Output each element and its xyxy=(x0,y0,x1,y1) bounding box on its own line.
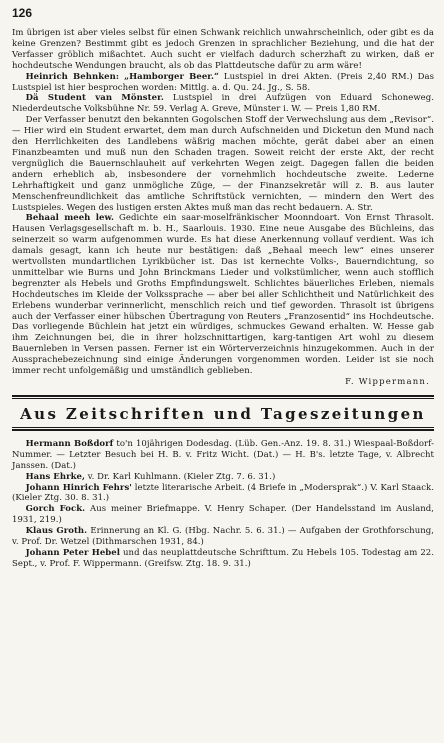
review-title: Behaal meeh lew. xyxy=(25,213,114,224)
review-title: Dä Student van Mönster. xyxy=(25,93,164,104)
review-title: Heinrich Behnken: „Hamborger Beer.“ xyxy=(25,71,219,82)
entry-body: Aus meiner Briefmappe. V. Henry Schaper. (Der Handelsstand im Ausland, 1931, 219.) xyxy=(12,504,434,526)
review-body: Lustspiel in drei Akten. (Preis 2,40 RM.) Das Lustspiel ist hier besprochen worden: Mittlg. a. d. Qu. 24. Jg., S. 58. xyxy=(12,71,434,93)
review-body: Gedichte ein saar-moselfränkischer Moonndoart. Von Ernst Thrasolt. Hausen Verlagsgesellschaft m. b. H., Saarlouis. 1930. Eine neue Ausgabe des Büchleins, das seinerzeit so warm aufgenommen wurde. Es hat diese Anerkennung vollauf verdient. Was ich damals gesagt, kann ich heute nur bestätigen: daß „Behaal meech lew“ eines unserer wertvollsten mundartlichen Lyrikbücher ist. Das ist kernechte Volks-, Bauerndichtung, so unmittelbar wie Burns und John Brinckmans Lieder und volkstümlicher, wenn auch stofflich begrenzter als Hebels und Groths Empfindungswelt. Schlichtes bäuerliches Erleben, niemals Hochdeutsches im Kleide der Volkssprache — aber bei aller Schlichtheit und Natürlichkeit des Erlebens wunderbar verinnerlicht, menschlich reich und tief geworden. Thrasolt ist übrigens auch der Verfasser einer hübschen Übertragung von Reuters „Franzosentid“ ins Hochdeutsche. Das vorliegende Büchlein hat jetzt ein würdiges, schmuckes Gewand erhalten. W. Hesse gab ihm Zeichnungen bei, die in ihrer holzschnittartigen, karg-tantigen Art wohl zu diesem Bauernleben in Versen passen. Ferner ist ein Wörterverzeichnis hinzugekommen. Auch in der Aussprachebezeichnung sind einige Änderungen vorgenommen worden. Leider ist sie noch immer recht unfolgemäßig und umständlich geblieben. xyxy=(12,213,434,377)
review-entry xyxy=(12,213,434,377)
entry-name: Gorch Fock. xyxy=(25,504,86,515)
entry-body: letzte literarische Arbeit. (4 Briefe in „Modersprak“.) V. Karl Staack. (Kieler Ztg. 30. 8. 31.) xyxy=(12,482,434,504)
entry-name: Johann Hinrich Fehrs' xyxy=(25,482,132,493)
periodical-entry xyxy=(12,504,434,526)
review-signature: F. Wippermann. xyxy=(345,377,430,387)
entry-name: Johann Peter Hebel xyxy=(25,547,121,558)
review-body: Lustspiel in drei Aufzügen von Eduard Schoneweg. Niederdeutsche Volksbühne Nr. 59. Verlag A. Greve, Münster i. W. — Preis 1,80 RM. xyxy=(12,93,434,115)
intro-paragraph: Im übrigen ist aber vieles selbst für einen Schwank reichlich unwahrscheinlich, oder gibt es da keine Grenzen? Bestimmt gibt es jedoch Grenzen in sprachlicher Beziehung, und die hat der Verfasser gröblich mißachtet. Auch sucht er vielfach dadurch scherzhaft zu wirken, daß er hochdeutsche Wendungen braucht, als ob das Plattdeutsche dafür zu arm wäre! xyxy=(12,28,434,71)
periodical-entry xyxy=(12,548,434,570)
section-divider-bottom xyxy=(12,429,434,431)
review-section xyxy=(12,28,434,388)
periodical-entry xyxy=(12,483,434,505)
section-heading: Aus Zeitschriften und Tageszeitungen xyxy=(20,404,426,423)
review-entry xyxy=(12,93,434,115)
periodical-entry xyxy=(12,439,434,472)
page-number: 126 xyxy=(12,6,33,20)
entry-name: Klaus Groth. xyxy=(25,526,88,537)
entry-body: Erinnerung an Kl. G. (Hbg. Nachr. 5. 6. 31.) — Aufgaben der Grothforschung, v. Prof. Dr. Wetzel (Dithmarschen 1931, 84.) xyxy=(12,526,434,548)
review-paragraph: Der Verfasser benutzt den bekannten Gogolschen Stoff der Verwechslung aus dem „Revisor“. — Hier wird ein Student erwartet, dem man durch Aufschneiden und Dicketun den Mund nach den Herrlichkeiten des Landlebens wäßrig machen möchte, gerät dabei aber an einen Finanzbeamten und muß nun den Schaden tragen. Soweit reicht der erste Akt, der recht vergnüglich die Bauernschlauheit auf verkehrten Wegen zeigt. Dagegen fallen die beiden andern erheblich ab, insbesondere der vornehmlich hochdeutsche zweite. Lederne Lehrhaftigkeit und ganz unmögliche Züge, — der Finanzsekretär will z. B. aus lauter Menschenfreundlichkeit das amtliche Schriftstück vernichten, — mindern den Wert des Lustspieles. Wegen des lustigen ersten Aktes muß man das recht bedauern. A. Str. xyxy=(12,115,434,213)
periodical-entry xyxy=(12,526,434,548)
entry-name: Hans Ehrke, xyxy=(25,471,86,482)
section-divider-bottom-thin xyxy=(12,427,434,428)
entry-name: Hermann Boßdorf xyxy=(25,438,114,449)
section-divider-top xyxy=(12,395,434,397)
periodical-entries xyxy=(12,439,434,570)
entry-body: v. Dr. Karl Kuhlmann. (Kieler Ztg. 7. 6. 31.) xyxy=(87,471,276,482)
periodical-entry xyxy=(12,472,434,483)
section-divider-top-thin xyxy=(12,398,434,399)
entry-body: und das neuplattdeutsche Schrifttum. Zu Hebels 105. Todestag am 22. Sept., v. Prof. F. Wippermann. (Greifsw. Ztg. 18. 9. 31.) xyxy=(12,547,434,569)
entry-body: to'n 10jährigen Dodesdag. (Lüb. Gen.-Anz. 19. 8. 31.) Wiespaal-Boßdorf-Nummer. — Letzter Besuch bei H. B. v. Fritz Wicht. (Dat.) — H. B's. letzte Tage, v. Albrecht Janssen. (Dat.) xyxy=(12,438,434,471)
review-entry xyxy=(12,72,434,94)
